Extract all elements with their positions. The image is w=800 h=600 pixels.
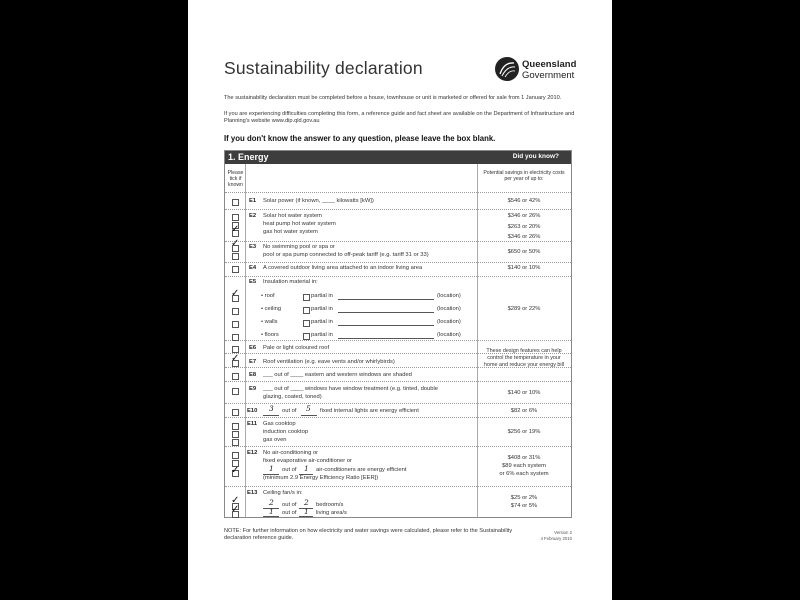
row-divider xyxy=(225,446,571,447)
e11-checkbox-gas-oven[interactable] xyxy=(232,439,239,446)
e13-bedroom-tick-mark: ✓ xyxy=(231,495,240,506)
e12-line-4: (minimum 2.9 Energy Efficiency Ratio [EER]) xyxy=(263,475,379,481)
e4-saving: $140 or 10% xyxy=(507,265,541,271)
e2-checkbox-solar[interactable] xyxy=(232,214,239,221)
e12-line-1: No air-conditioning or xyxy=(263,450,319,456)
e3-tick-mark: ✓ xyxy=(231,238,240,249)
e5-location-label: (location) xyxy=(437,306,461,312)
e6-text: Pale or light coloured roof xyxy=(263,345,330,351)
e5-saving: $289 or 22% xyxy=(507,306,541,312)
e12-out-of: out of xyxy=(282,467,297,473)
e4-code: E4 xyxy=(249,265,257,271)
did-you-know-label: Did you know? xyxy=(512,153,559,160)
e6-checkbox[interactable] xyxy=(232,346,239,353)
e5-location-label: (location) xyxy=(437,319,461,325)
e10-total-field[interactable] xyxy=(301,415,317,416)
version-info xyxy=(532,530,572,541)
e9-saving: $140 or 10% xyxy=(507,390,541,396)
e12-line-3: air-conditioners are energy efficient xyxy=(316,467,407,473)
e13-living-label: living area/s xyxy=(316,510,347,516)
e11-line-gas-oven: gas oven xyxy=(263,437,287,443)
e5-partial-checkbox-walls[interactable] xyxy=(303,320,310,327)
e5-location-field-floors[interactable] xyxy=(338,338,434,339)
e13-bedroom-label: bedroom/s xyxy=(316,502,344,508)
e13-text: Ceiling fan/s in: xyxy=(263,490,303,496)
row-divider xyxy=(225,192,571,193)
e12-checkbox-no-aircon[interactable] xyxy=(232,452,239,459)
e13-living-total-field[interactable] xyxy=(299,516,313,517)
e2-saving-heat-pump: $263 or 20% xyxy=(507,224,541,230)
e12-saving-3: or 6% each system xyxy=(499,471,549,477)
e5-checkbox-floors[interactable] xyxy=(232,334,239,341)
e10-handwritten-total: 5 xyxy=(306,404,311,413)
e11-code: E11 xyxy=(247,421,257,427)
section-title: 1. Energy xyxy=(228,152,269,162)
row-divider xyxy=(225,403,571,404)
energy-form xyxy=(224,150,572,518)
e11-checkbox-induction[interactable] xyxy=(232,431,239,438)
row-divider xyxy=(225,340,571,341)
e7-code: E7 xyxy=(249,359,257,365)
logo-text-queensland: Queensland xyxy=(522,59,577,70)
e3-line-2: pool or spa pump connected to off-peak tariff (e.g. tariff 31 or 33) xyxy=(263,252,429,258)
e2-code: E2 xyxy=(249,213,257,219)
e1-code: E1 xyxy=(249,198,257,204)
design-features-note: These design features can help control the temperature in your home and reduce your energy bill xyxy=(483,348,564,368)
instruction-text: If you don't know the answer to any question, please leave the box blank. xyxy=(224,134,496,143)
e5-partial-label: partial in xyxy=(311,306,333,312)
e5-checkbox-walls[interactable] xyxy=(232,321,239,328)
intro-paragraph-1: The sustainability declaration must be completed before a house, townhouse or unit is marketed or offered for sale from 1 January 2010. xyxy=(224,95,562,101)
e1-saving: $546 or 42% xyxy=(507,198,541,204)
e5-item-floors: • floors xyxy=(261,332,279,338)
e11-checkbox-gas-cooktop[interactable] xyxy=(232,423,239,430)
e12-handwritten-count: 1 xyxy=(269,464,274,473)
e8-code: E8 xyxy=(249,372,257,378)
row-divider xyxy=(225,417,571,418)
intro-paragraph-2: If you are experiencing difficulties completing this form, a reference guide and fact sheet are available on the Department of Infrastructure and Planning's website www.dip.qld.gov.au xyxy=(224,111,575,124)
e13-saving-living: $74 or 5% xyxy=(510,503,538,509)
e5-partial-label: partial in xyxy=(311,293,333,299)
row-divider xyxy=(225,276,571,277)
e12-line-2: fixed evaporative air-conditioner or xyxy=(263,458,352,464)
tick-column-header: Please tick if known xyxy=(227,170,244,189)
e3-code: E3 xyxy=(249,244,257,250)
version-date: 4 February 2010 xyxy=(540,535,572,541)
e10-saving: $82 or 6% xyxy=(510,408,538,414)
e7-text: Roof ventilation (e.g. eave vents and/or whirlybirds) xyxy=(263,359,395,365)
e5-location-label: (location) xyxy=(437,332,461,338)
e10-code: E10 xyxy=(247,408,258,414)
e5-checkbox-ceiling[interactable] xyxy=(232,308,239,315)
e3-line-1: No swimming pool or spa or xyxy=(263,244,335,250)
e5-location-field-roof[interactable] xyxy=(338,299,434,300)
e13-handwritten-bedroom-count: 2 xyxy=(269,498,274,507)
e4-text: A covered outdoor living area attached to an indoor living area xyxy=(263,265,423,271)
e8-text: ___ out of ____ eastern and western windows are shaded xyxy=(263,372,412,378)
row-divider xyxy=(225,486,571,487)
e5-location-label: (location) xyxy=(437,293,461,299)
e1-text: Solar power (if known, ____ kilowatts [kW]) xyxy=(263,198,374,204)
e5-item-walls: • walls xyxy=(261,319,278,325)
e12-code: E12 xyxy=(247,450,258,456)
e2-line-heat-pump: heat pump hot water system xyxy=(263,221,336,227)
e13-saving-bedroom: $25 or 2% xyxy=(510,495,538,501)
e12-saving-2: $89 each system xyxy=(502,463,546,469)
document-page xyxy=(188,0,612,600)
section-header xyxy=(225,151,571,164)
e10-out-of: out of xyxy=(282,408,297,414)
e13-handwritten-living-total: 1 xyxy=(304,507,309,516)
e3-saving: $650 or 50% xyxy=(507,249,541,255)
e9-line-1: ___ out of ____ windows have window treatment (e.g. tinted, double xyxy=(263,386,438,392)
row-divider xyxy=(225,381,571,382)
e9-code: E9 xyxy=(249,386,257,392)
e3-checkbox-off-peak[interactable] xyxy=(232,253,239,260)
e5-partial-checkbox-floors[interactable] xyxy=(303,333,310,340)
e7-tick-mark: ✓ xyxy=(231,353,240,364)
e13-out-of: out of xyxy=(282,510,297,516)
e8-checkbox[interactable] xyxy=(232,373,239,380)
e12-tick-mark: ✓ xyxy=(231,465,240,476)
e13-code: E13 xyxy=(247,490,258,496)
e5-partial-label: partial in xyxy=(311,319,333,325)
e2-saving-gas: $346 or 26% xyxy=(507,234,541,240)
e12-handwritten-total: 1 xyxy=(304,464,309,473)
e13-out-of: out of xyxy=(282,502,297,508)
e11-line-gas-cooktop: Gas cooktop xyxy=(263,421,296,427)
e2-saving-solar: $346 or 26% xyxy=(507,213,541,219)
e9-checkbox[interactable] xyxy=(232,388,239,395)
e5-location-field-walls[interactable] xyxy=(338,325,434,326)
e5-partial-checkbox-roof[interactable] xyxy=(303,294,310,301)
e5-text: Insulation material in: xyxy=(263,279,318,285)
version-number: Version 2 xyxy=(554,530,572,535)
e2-gas-tick-mark: ✓ xyxy=(231,224,240,235)
logo-text-government: Government xyxy=(522,70,575,81)
e10-checkbox[interactable] xyxy=(232,409,239,416)
footer-note: NOTE: For further information on how electricity and water savings were calculated, please refer to the Sustainability declaration reference guide. xyxy=(224,528,513,541)
e5-location-field-ceiling[interactable] xyxy=(338,312,434,313)
e1-checkbox[interactable] xyxy=(232,199,239,206)
queensland-government-logo xyxy=(494,56,584,86)
savings-column-header: Potential savings in electricity costs per year of up to: xyxy=(483,170,565,183)
row-divider xyxy=(225,209,571,210)
e10-handwritten-count: 3 xyxy=(269,404,274,413)
e5-item-roof: • roof xyxy=(261,293,275,299)
e2-line-gas: gas hot water system xyxy=(263,229,318,235)
e9-line-2: glazing, coated, toned) xyxy=(263,394,322,400)
e13-handwritten-living-count: 1 xyxy=(269,507,274,516)
e4-checkbox[interactable] xyxy=(232,266,239,273)
e5-partial-label: partial in xyxy=(311,332,333,338)
e5-roof-tick-mark: ✓ xyxy=(231,288,240,299)
e10-count-field[interactable] xyxy=(263,415,279,416)
e13-living-tick-mark: ✓ xyxy=(231,504,240,515)
e11-line-induction: induction cooktop xyxy=(263,429,309,435)
e13-handwritten-bedroom-total: 2 xyxy=(304,498,309,507)
e13-living-count-field[interactable] xyxy=(263,516,279,517)
e11-saving: $256 or 19% xyxy=(507,429,541,435)
e5-item-ceiling: • ceiling xyxy=(261,306,282,312)
e5-partial-checkbox-ceiling[interactable] xyxy=(303,307,310,314)
page-title: Sustainability declaration xyxy=(224,58,423,78)
qld-emblem-icon xyxy=(494,56,520,82)
e5-code: E5 xyxy=(249,279,257,285)
e12-saving-1: $408 or 31% xyxy=(507,455,541,461)
e10-text: fixed internal lights are energy efficient xyxy=(320,408,419,414)
e6-code: E6 xyxy=(249,345,257,351)
e2-line-solar: Solar hot water system xyxy=(263,213,322,219)
row-divider xyxy=(225,262,571,263)
row-divider xyxy=(225,241,571,242)
